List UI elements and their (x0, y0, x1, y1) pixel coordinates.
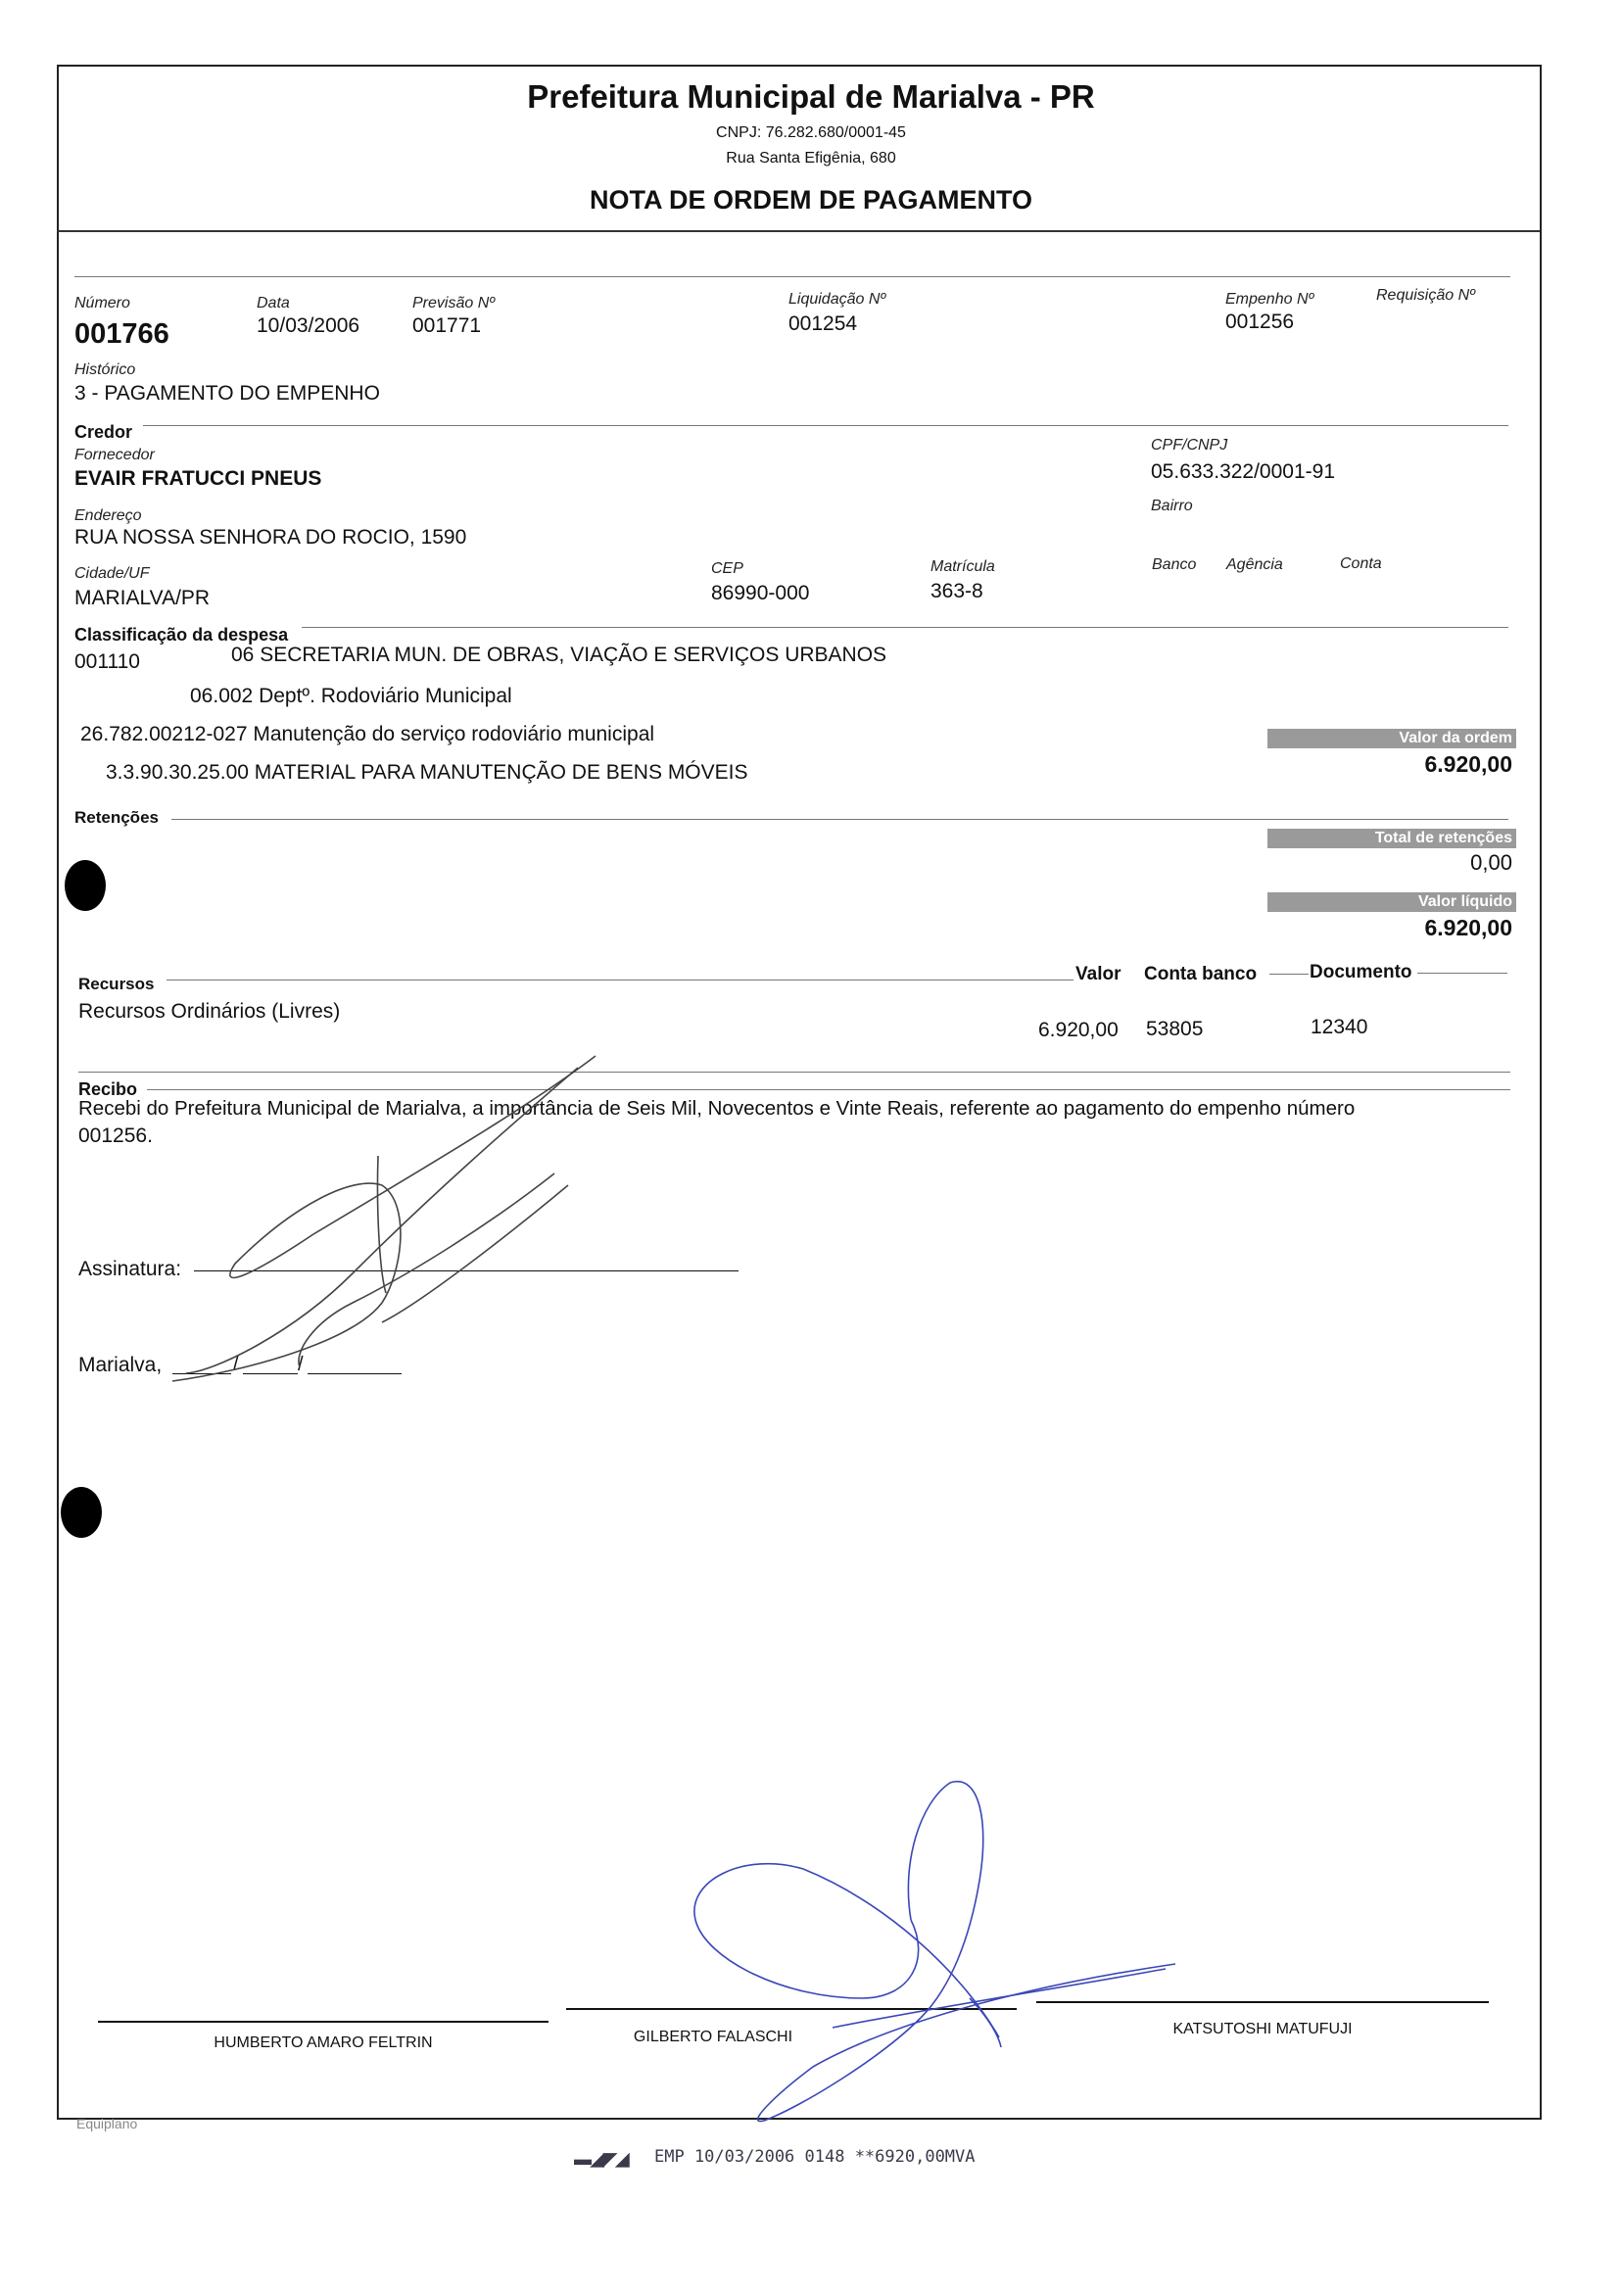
valor-ordem-value: 6.920,00 (1424, 751, 1512, 777)
programa-text: 26.782.00212-027 Manutenção do serviço rodoviário municipal (80, 723, 655, 745)
retencoes-divider (171, 819, 1508, 820)
bairro-label: Bairro (1151, 498, 1193, 514)
recibo-text-line2: 001256. (78, 1124, 153, 1147)
matricula-value: 363-8 (930, 580, 983, 602)
bank-stamp-text: EMP 10/03/2006 0148 **6920,00MVA (654, 2147, 976, 2167)
fornecedor-label: Fornecedor (74, 447, 155, 463)
previsao-value: 001771 (412, 314, 482, 337)
address-text: Rua Santa Efigênia, 680 (726, 150, 896, 167)
data-value: 10/03/2006 (257, 314, 360, 337)
signature-line-3 (1036, 2001, 1489, 2003)
document-frame (57, 65, 1542, 2120)
numero-value: 001766 (74, 318, 169, 350)
credor-section-title: Credor (74, 422, 133, 442)
date-separator-1: / (233, 1354, 239, 1375)
recursos-divider-mid (1269, 974, 1309, 975)
recibo-top-divider (78, 1072, 1510, 1073)
document-title: NOTA DE ORDEM DE PAGAMENTO (589, 185, 1032, 215)
endereco-value: RUA NOSSA SENHORA DO ROCIO, 1590 (74, 526, 467, 549)
empenho-value: 001256 (1225, 311, 1295, 333)
header-divider (57, 230, 1540, 232)
data-label: Data (257, 295, 290, 311)
date-separator-2: / (298, 1354, 304, 1375)
date-line-day (172, 1373, 231, 1374)
credor-divider (143, 425, 1508, 426)
date-line-year (308, 1373, 402, 1374)
banco-label: Banco (1152, 556, 1197, 573)
empenho-label: Empenho Nº (1225, 291, 1314, 308)
cidade-value: MARIALVA/PR (74, 587, 211, 609)
historico-label: Histórico (74, 361, 136, 378)
order-divider (74, 276, 1510, 277)
conta-label: Conta (1340, 555, 1382, 572)
assinatura-line (194, 1270, 739, 1271)
recursos-valor-label: Valor (1075, 964, 1121, 984)
assinatura-label: Assinatura: (78, 1258, 182, 1280)
recibo-section-title: Recibo (78, 1079, 138, 1099)
valor-ordem-label: Valor da ordem (1267, 729, 1516, 748)
endereco-label: Endereço (74, 507, 142, 524)
recursos-section-title: Recursos (78, 975, 155, 993)
valor-liquido-value: 6.920,00 (1424, 915, 1512, 940)
cidade-label: Cidade/UF (74, 565, 150, 582)
liquidacao-value: 001254 (788, 312, 858, 335)
recursos-conta: 53805 (1146, 1018, 1204, 1040)
secretaria-text: 06 SECRETARIA MUN. DE OBRAS, VIAÇÃO E SERVIÇOS URBANOS (231, 644, 887, 666)
recursos-documento: 12340 (1311, 1016, 1368, 1038)
recursos-divider-left (167, 980, 1073, 981)
previsao-label: Previsão Nº (412, 295, 496, 311)
liquidacao-label: Liquidação Nº (788, 291, 886, 308)
historico-value: 3 - PAGAMENTO DO EMPENHO (74, 382, 380, 405)
signature-name-2: GILBERTO FALASCHI (633, 2029, 793, 2045)
elemento-text: 3.3.90.30.25.00 MATERIAL PARA MANUTENÇÃO DE BENS MÓVEIS (106, 761, 748, 784)
recibo-text-line1: Recebi do Prefeitura Municipal de Marialva, a importância de Seis Mil, Novecentos e Vinte Reais, referente ao pagamento do empenho número (78, 1097, 1356, 1120)
recursos-documento-label: Documento (1310, 962, 1412, 982)
classificacao-code: 001110 (74, 650, 140, 673)
classificacao-section-title: Classificação da despesa (74, 625, 289, 645)
classificacao-divider (302, 627, 1508, 628)
local-label: Marialva, (78, 1354, 163, 1376)
recursos-fonte: Recursos Ordinários (Livres) (78, 1000, 341, 1023)
signature-line-1 (98, 2021, 549, 2023)
signature-name-1: HUMBERTO AMARO FELTRIN (214, 2034, 433, 2051)
fornecedor-value: EVAIR FRATUCCI PNEUS (74, 467, 322, 490)
retencoes-value: 0,00 (1470, 850, 1512, 875)
agencia-label: Agência (1226, 556, 1283, 573)
page-title: Prefeitura Municipal de Marialva - PR (527, 78, 1095, 115)
recursos-conta-label: Conta banco (1144, 964, 1258, 984)
cnpj-text: CNPJ: 76.282.680/0001-45 (716, 124, 906, 141)
dept-text: 06.002 Deptº. Rodoviário Municipal (190, 685, 512, 707)
requisicao-label: Requisição Nº (1376, 287, 1475, 304)
recursos-divider-right (1417, 973, 1507, 974)
recursos-valor: 6.920,00 (1038, 1019, 1119, 1041)
signature-line-2 (566, 2008, 1017, 2010)
numero-label: Número (74, 295, 130, 311)
punch-hole-top (65, 860, 106, 911)
cpf-value: 05.633.322/0001-91 (1151, 460, 1336, 483)
date-line-month (243, 1373, 298, 1374)
recibo-divider (147, 1089, 1510, 1090)
matricula-label: Matrícula (930, 558, 995, 575)
valor-liquido-label: Valor líquido (1267, 892, 1516, 912)
software-credit: Equiplano (76, 2116, 138, 2131)
bank-stamp-logo: ▬◢◤◢ (574, 2149, 629, 2169)
retencoes-section-title: Retenções (74, 808, 159, 827)
cpf-label: CPF/CNPJ (1151, 437, 1228, 454)
cep-value: 86990-000 (711, 582, 810, 604)
cep-label: CEP (711, 560, 743, 577)
punch-hole-bottom (61, 1487, 102, 1538)
retencoes-label: Total de retenções (1267, 829, 1516, 848)
signature-name-3: KATSUTOSHI MATUFUJI (1172, 2021, 1353, 2037)
